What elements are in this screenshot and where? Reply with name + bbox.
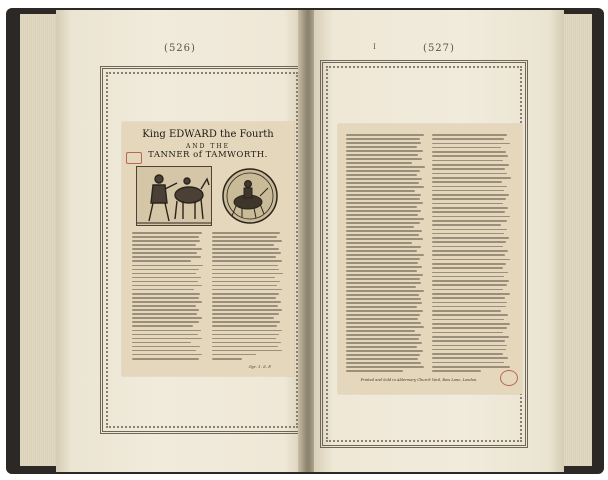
ballad-text-column-2 [212, 232, 286, 360]
ballad-title-line-1: King EDWARD the Fourth [142, 129, 274, 140]
ballad-text-column-3 [346, 134, 428, 372]
ballad-sign-off: Gyr. 1. S. P. [248, 364, 272, 369]
ballad-title-line-2: AND THE [186, 143, 230, 150]
right-page-margin-mark: I [373, 43, 377, 51]
library-stamp-right [500, 370, 518, 386]
rider-woodcut [218, 166, 282, 226]
library-stamp-left [126, 152, 142, 164]
figures-woodcut [136, 166, 212, 226]
right-page [314, 10, 564, 472]
left-page-number: (526) [164, 43, 196, 54]
left-page-edge [20, 14, 60, 466]
right-page-number: (527) [423, 43, 455, 54]
ballad-imprint: Printed and Sold in Aldermary Church Yard, Bow Lane, London. [360, 378, 478, 382]
ballad-text-column-1 [132, 232, 206, 360]
ballad-text-column-4 [432, 134, 514, 372]
ballad-sheet-left [122, 122, 294, 376]
ballad-title-line-3: TANNER of TAMWORTH. [148, 150, 268, 160]
left-page [56, 10, 304, 472]
ballad-sheet-right [338, 124, 522, 394]
